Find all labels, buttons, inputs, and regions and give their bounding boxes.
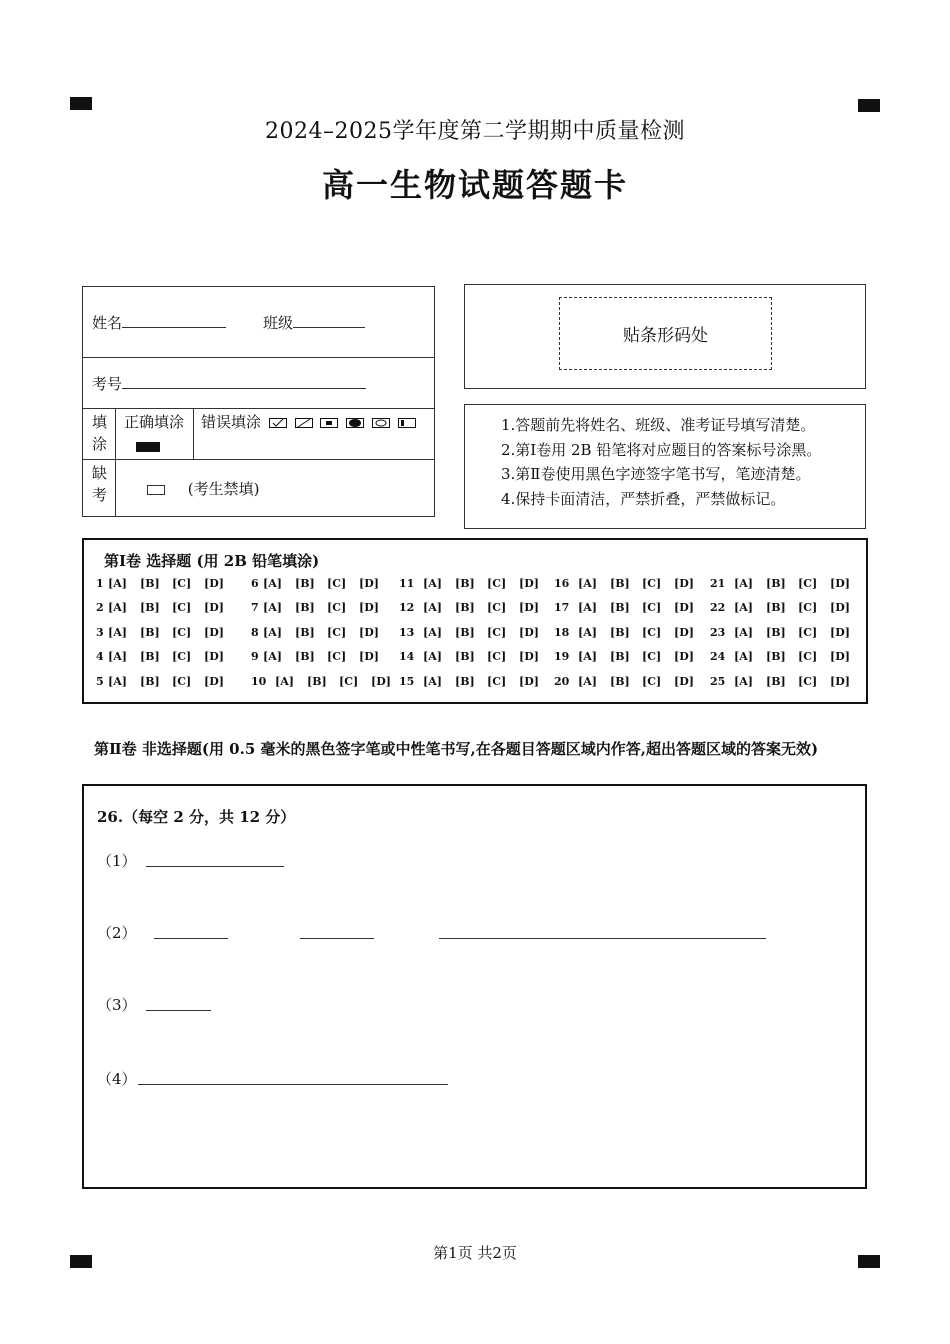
option-bubble-4-c[interactable]: [C] (172, 650, 192, 664)
wrong-fill-circle-icon (372, 418, 390, 428)
question-number: 21 (710, 577, 726, 590)
question-number: 7 (251, 601, 259, 615)
option-bubble-19-c[interactable]: [C] (642, 650, 662, 664)
question-row-19 (554, 645, 706, 669)
option-bubble-7-a[interactable]: [A] (263, 601, 282, 615)
option-bubble-15-d[interactable]: [D] (519, 674, 539, 688)
question-row-11 (399, 572, 551, 596)
question-row-24 (710, 645, 862, 669)
option-bubble-5-d[interactable]: [D] (204, 674, 224, 688)
option-bubble-16-a[interactable]: [A] (578, 577, 597, 590)
option-bubble-5-b[interactable]: [B] (140, 674, 160, 688)
option-bubble-8-d[interactable]: [D] (359, 625, 379, 639)
answer-sheet-title: 高一生物试题答题卡 (321, 166, 628, 204)
page-number: 第1页 共2页 (433, 1244, 517, 1262)
option-bubble-21-b[interactable]: [B] (766, 577, 786, 590)
question-row-15 (399, 670, 551, 694)
question-number: 25 (710, 674, 726, 688)
option-bubble-22-d[interactable]: [D] (830, 601, 850, 615)
option-bubble-10-a[interactable]: [A] (275, 674, 294, 688)
option-bubble-23-c[interactable]: [C] (798, 625, 818, 639)
question-number: 22 (710, 601, 726, 615)
name-label: 姓名 (92, 314, 123, 332)
option-bubble-17-a[interactable]: [A] (578, 601, 597, 615)
correct-fill-mark-icon (136, 442, 160, 452)
option-bubble-2-d[interactable]: [D] (204, 601, 224, 615)
option-bubble-17-c[interactable]: [C] (642, 601, 662, 615)
name-field[interactable] (122, 313, 226, 328)
student-info-box (82, 286, 435, 517)
option-bubble-24-b[interactable]: [B] (766, 650, 786, 664)
wrong-fill-slash-icon (295, 418, 313, 428)
option-bubble-14-c[interactable]: [C] (487, 650, 507, 664)
corner-marker-top-left (70, 97, 92, 110)
option-bubble-13-b[interactable]: [B] (455, 625, 475, 639)
question-row-23 (710, 621, 862, 645)
blank-label-4: （4） (97, 1070, 137, 1088)
question-number: 8 (251, 625, 259, 639)
exam-no-field[interactable] (122, 374, 366, 389)
question-row-18 (554, 621, 706, 645)
option-bubble-25-c[interactable]: [C] (798, 674, 818, 688)
option-bubble-22-c[interactable]: [C] (798, 601, 818, 615)
option-bubble-19-d[interactable]: [D] (674, 650, 694, 664)
option-bubble-21-d[interactable]: [D] (830, 577, 850, 590)
option-bubble-3-a[interactable]: [A] (108, 625, 127, 639)
absent-label-1: 缺 (92, 464, 108, 482)
question-row-13 (399, 621, 551, 645)
option-bubble-21-c[interactable]: [C] (798, 577, 818, 590)
instructions-box (464, 404, 866, 529)
question-number: 11 (399, 577, 415, 590)
question-number: 3 (96, 625, 104, 639)
absent-note: (考生禁填) (187, 480, 260, 498)
question-number: 19 (554, 650, 570, 664)
answer-blank-2-3[interactable] (439, 938, 766, 939)
option-bubble-2-a[interactable]: [A] (108, 601, 127, 615)
option-bubble-24-d[interactable]: [D] (830, 650, 850, 664)
option-bubble-22-a[interactable]: [A] (734, 601, 753, 615)
option-bubble-23-d[interactable]: [D] (830, 625, 850, 639)
option-bubble-23-a[interactable]: [A] (734, 625, 753, 639)
option-bubble-25-b[interactable]: [B] (766, 674, 786, 688)
option-bubble-9-a[interactable]: [A] (263, 650, 282, 664)
option-bubble-18-a[interactable]: [A] (578, 625, 597, 639)
option-bubble-20-c[interactable]: [C] (642, 674, 662, 688)
option-bubble-24-a[interactable]: [A] (734, 650, 753, 664)
question-row-5 (96, 670, 236, 694)
option-bubble-20-d[interactable]: [D] (674, 674, 694, 688)
barcode-area (464, 284, 866, 389)
exam-no-row (83, 358, 434, 409)
option-bubble-19-a[interactable]: [A] (578, 650, 597, 664)
question-number: 20 (554, 674, 570, 688)
option-bubble-21-a[interactable]: [A] (734, 577, 753, 590)
option-bubble-3-c[interactable]: [C] (172, 625, 192, 639)
option-bubble-18-c[interactable]: [C] (642, 625, 662, 639)
question-row-20 (554, 670, 706, 694)
option-bubble-23-b[interactable]: [B] (766, 625, 786, 639)
option-bubble-5-a[interactable]: [A] (108, 674, 127, 688)
question-number: 9 (251, 650, 259, 664)
instruction-2: 2.第Ⅰ卷用 2B 铅笔将对应题目的答案标号涂黑。 (501, 440, 822, 459)
wrong-fill-dot-icon (320, 418, 338, 428)
option-bubble-18-d[interactable]: [D] (674, 625, 694, 639)
option-bubble-9-d[interactable]: [D] (359, 650, 379, 664)
barcode-label: 贴条形码处 (623, 326, 708, 346)
option-bubble-9-c[interactable]: [C] (327, 650, 347, 664)
question-number: 2 (96, 601, 104, 615)
option-bubble-14-d[interactable]: [D] (519, 650, 539, 664)
option-bubble-11-c[interactable]: [C] (487, 577, 507, 590)
option-bubble-2-c[interactable]: [C] (172, 601, 192, 615)
fill-label-1: 填 (92, 413, 108, 431)
question-row-8 (251, 621, 403, 645)
question-number: 18 (554, 625, 570, 639)
option-bubble-13-d[interactable]: [D] (519, 625, 539, 639)
option-bubble-7-d[interactable]: [D] (359, 601, 379, 615)
option-bubble-2-b[interactable]: [B] (140, 601, 160, 615)
question-row-9 (251, 645, 403, 669)
option-bubble-22-b[interactable]: [B] (766, 601, 786, 615)
option-bubble-8-b[interactable]: [B] (295, 625, 315, 639)
option-bubble-10-d[interactable]: [D] (371, 674, 391, 688)
question-number: 5 (96, 674, 104, 688)
question-row-12 (399, 596, 551, 620)
option-bubble-8-c[interactable]: [C] (327, 625, 347, 639)
option-bubble-11-a[interactable]: [A] (423, 577, 442, 590)
option-bubble-13-a[interactable]: [A] (423, 625, 442, 639)
corner-marker-top-right (858, 99, 880, 112)
question-group-2 (251, 572, 403, 694)
wrong-fill-label: 错误填涂 (201, 413, 262, 431)
blank-label-3: （3） (97, 996, 137, 1014)
option-bubble-9-b[interactable]: [B] (295, 650, 315, 664)
barcode-sticker-zone (559, 297, 772, 370)
option-bubble-25-a[interactable]: [A] (734, 674, 753, 688)
option-bubble-16-d[interactable]: [D] (674, 577, 694, 590)
question-row-22 (710, 596, 862, 620)
option-bubble-3-b[interactable]: [B] (140, 625, 160, 639)
question-number: 23 (710, 625, 726, 639)
absent-row (83, 460, 434, 516)
question-number: 24 (710, 650, 726, 664)
option-bubble-11-b[interactable]: [B] (455, 577, 475, 590)
option-bubble-3-d[interactable]: [D] (204, 625, 224, 639)
wrong-fill-half-icon (398, 418, 416, 428)
option-bubble-10-b[interactable]: [B] (307, 674, 327, 688)
question-row-3 (96, 621, 236, 645)
question-number: 6 (251, 577, 259, 590)
option-bubble-12-b[interactable]: [B] (455, 601, 475, 615)
question-number: 10 (251, 674, 267, 688)
option-bubble-15-c[interactable]: [C] (487, 674, 507, 688)
option-bubble-6-a[interactable]: [A] (263, 577, 282, 590)
question-row-4 (96, 645, 236, 669)
option-bubble-13-c[interactable]: [C] (487, 625, 507, 639)
question-group-1 (96, 572, 236, 694)
question-row-1 (96, 572, 236, 596)
option-bubble-12-d[interactable]: [D] (519, 601, 539, 615)
question-number: 17 (554, 601, 570, 615)
answer-blank-3-1[interactable] (146, 1010, 211, 1011)
answer-blank-4-1[interactable] (138, 1084, 448, 1085)
question-number: 4 (96, 650, 104, 664)
question-number: 13 (399, 625, 415, 639)
question-group-3 (399, 572, 551, 694)
option-bubble-15-b[interactable]: [B] (455, 674, 475, 688)
option-bubble-11-d[interactable]: [D] (519, 577, 539, 590)
answer-blank-2-1[interactable] (154, 938, 228, 939)
option-bubble-1-a[interactable]: [A] (108, 577, 127, 590)
option-bubble-6-d[interactable]: [D] (359, 577, 379, 590)
question-row-14 (399, 645, 551, 669)
correct-fill-label: 正确填涂 (124, 413, 185, 431)
absent-checkbox[interactable] (147, 485, 165, 495)
question-number: 14 (399, 650, 415, 664)
wrong-fill-check-icon (269, 418, 287, 428)
option-bubble-4-b[interactable]: [B] (140, 650, 160, 664)
part2-title: 第Ⅱ卷 非选择题(用 0.5 毫米的黑色签字笔或中性笔书写,在各题目答题区域内作答,超出答题区域的答案无效) (94, 740, 819, 758)
question-row-7 (251, 596, 403, 620)
option-bubble-7-c[interactable]: [C] (327, 601, 347, 615)
option-bubble-12-a[interactable]: [A] (423, 601, 442, 615)
option-bubble-7-b[interactable]: [B] (295, 601, 315, 615)
exam-period-title: 2024–2025学年度第二学期期中质量检测 (265, 119, 685, 144)
class-label: 班级 (263, 314, 294, 332)
fill-example-row (83, 409, 434, 460)
absent-label-2: 考 (92, 486, 108, 504)
question-row-2 (96, 596, 236, 620)
option-bubble-17-b[interactable]: [B] (610, 601, 630, 615)
option-bubble-18-b[interactable]: [B] (610, 625, 630, 639)
answer-blank-1-1[interactable] (146, 866, 284, 867)
class-field[interactable] (293, 313, 365, 328)
question-row-6 (251, 572, 403, 596)
option-bubble-1-b[interactable]: [B] (140, 577, 160, 590)
question-26-heading: 26.（每空 2 分，共 12 分） (97, 808, 296, 826)
instruction-3: 3.第Ⅱ卷使用黑色字迹签字笔书写，笔迹清楚。 (501, 465, 811, 483)
question-number: 12 (399, 601, 415, 615)
option-bubble-16-c[interactable]: [C] (642, 577, 662, 590)
question-26-answer-area (82, 784, 867, 1189)
question-number: 16 (554, 577, 570, 590)
option-bubble-4-a[interactable]: [A] (108, 650, 127, 664)
question-number: 1 (96, 577, 104, 590)
name-class-row (83, 287, 434, 358)
option-bubble-19-b[interactable]: [B] (610, 650, 630, 664)
question-group-5 (710, 572, 862, 694)
option-bubble-20-a[interactable]: [A] (578, 674, 597, 688)
blank-label-1: （1） (97, 852, 137, 870)
option-bubble-14-a[interactable]: [A] (423, 650, 442, 664)
option-bubble-12-c[interactable]: [C] (487, 601, 507, 615)
question-row-25 (710, 670, 862, 694)
option-bubble-4-d[interactable]: [D] (204, 650, 224, 664)
part1-title: 第Ⅰ卷 选择题 (用 2B 铅笔填涂) (104, 552, 320, 570)
wrong-fill-blob-icon (346, 418, 364, 428)
question-row-17 (554, 596, 706, 620)
option-bubble-24-c[interactable]: [C] (798, 650, 818, 664)
option-bubble-5-c[interactable]: [C] (172, 674, 192, 688)
blank-label-2: （2） (97, 924, 137, 942)
option-bubble-20-b[interactable]: [B] (610, 674, 630, 688)
option-bubble-15-a[interactable]: [A] (423, 674, 442, 688)
question-row-10 (251, 670, 403, 694)
exam-no-label: 考号 (92, 375, 123, 393)
option-bubble-25-d[interactable]: [D] (830, 674, 850, 688)
instruction-1: 1.答题前先将姓名、班级、准考证号填写清楚。 (501, 416, 816, 434)
option-bubble-17-d[interactable]: [D] (674, 601, 694, 615)
multiple-choice-section (82, 538, 868, 704)
instruction-4: 4.保持卡面清洁，严禁折叠，严禁做标记。 (501, 489, 786, 508)
question-row-21 (710, 572, 862, 596)
answer-blank-2-2[interactable] (300, 938, 374, 939)
option-bubble-8-a[interactable]: [A] (263, 625, 282, 639)
option-bubble-1-d[interactable]: [D] (204, 577, 224, 590)
option-bubble-1-c[interactable]: [C] (172, 577, 192, 590)
option-bubble-10-c[interactable]: [C] (339, 674, 359, 688)
option-bubble-6-c[interactable]: [C] (327, 577, 347, 590)
fill-label-2: 涂 (92, 435, 108, 453)
option-bubble-16-b[interactable]: [B] (610, 577, 630, 590)
option-bubble-6-b[interactable]: [B] (295, 577, 315, 590)
question-row-16 (554, 572, 706, 596)
question-group-4 (554, 572, 706, 694)
question-number: 15 (399, 674, 415, 688)
option-bubble-14-b[interactable]: [B] (455, 650, 475, 664)
